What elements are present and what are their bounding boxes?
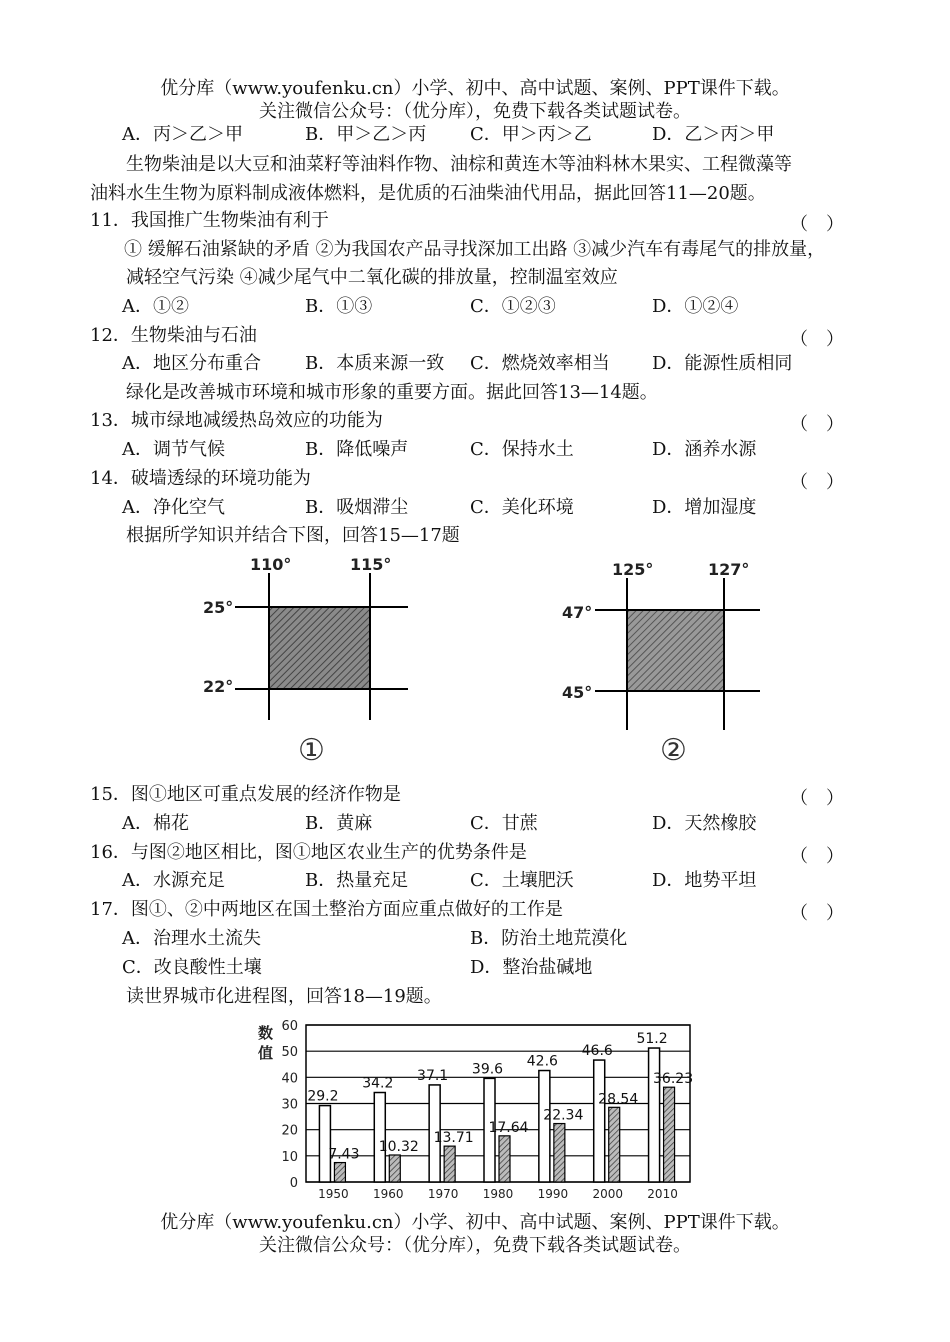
q13-option-b: B．降低噪声	[305, 439, 409, 460]
map-2-lat-top: 47°	[562, 603, 593, 622]
q15-option-d: D．天然橡胶	[652, 813, 757, 834]
chart-data-label-series2: 17.64	[488, 1119, 529, 1136]
chart-bar-series1	[374, 1093, 385, 1182]
map-2-lat-bottom: 45°	[562, 683, 593, 702]
q17-option-c: C．改良酸性土壤	[122, 957, 262, 978]
urbanization-chart	[240, 1010, 700, 1242]
chart-data-label-series1: 51.2	[636, 1031, 668, 1048]
q16-stem: 16．与图②地区相比，图①地区农业生产的优势条件是	[90, 842, 527, 863]
q13-stem: 13．城市绿地减缓热岛效应的功能为	[90, 410, 383, 431]
chart-data-label-series1: 46.6	[581, 1043, 613, 1060]
map-1-lat-top: 25°	[203, 598, 234, 617]
chart-data-label-series2: 13.71	[433, 1130, 474, 1147]
footer-line-1: 优分库（www.youfenku.cn）小学、初中、高中试题、案例、PPT课件下载。	[160, 1212, 790, 1233]
chart-ytick-label: 50	[281, 1045, 298, 1061]
chart-xtick-label: 1950	[318, 1187, 349, 1201]
map-2-region	[627, 610, 724, 691]
map-2-lon-left: 125°	[612, 560, 654, 579]
chart-bar-series2	[664, 1087, 675, 1182]
q11-paren: （ ）	[790, 214, 844, 235]
chart-xtick-label: 1970	[427, 1187, 459, 1201]
chart-data-label-series1: 37.1	[417, 1067, 449, 1084]
q11-statement-1: ① 缓解石油紧缺的矛盾 ②为我国农产品寻找深加工出路 ③减少汽车有毒尾气的排放量，	[124, 239, 826, 260]
chart-data-label-series1: 29.2	[307, 1088, 339, 1105]
q17-stem: 17．图①、②中两地区在国土整治方面应重点做好的工作是	[90, 899, 563, 920]
q15-stem: 15．图①地区可重点发展的经济作物是	[90, 784, 401, 805]
chart-bar-series2	[334, 1163, 345, 1182]
q10-option-b: B．甲＞乙＞丙	[305, 124, 427, 145]
map-1-region	[269, 607, 370, 689]
q12-option-d: D．能源性质相同	[652, 353, 793, 374]
q11-stem: 11．我国推广生物柴油有利于	[90, 210, 329, 231]
header-line-1: 优分库（www.youfenku.cn）小学、初中、高中试题、案例、PPT课件下载。	[160, 78, 790, 99]
passage1-line1: 生物柴油是以大豆和油菜籽等油料作物、油棕和黄连木等油料林木果实、工程微藻等	[126, 154, 792, 175]
chart-bar-series1	[539, 1071, 550, 1182]
chart-data-label-series2: 7.43	[328, 1146, 360, 1163]
q10-option-a: A．丙＞乙＞甲	[122, 124, 243, 145]
chart-data-label-series2: 10.32	[378, 1138, 419, 1155]
q11-option-c: C．①②③	[470, 296, 556, 317]
q17-option-d: D．整治盐碱地	[470, 957, 593, 978]
chart-data-label-series1: 42.6	[526, 1053, 558, 1070]
chart-bar-series2	[609, 1107, 620, 1182]
q10-option-c: C．甲＞丙＞乙	[470, 124, 592, 145]
q10-option-d: D．乙＞丙＞甲	[652, 124, 775, 145]
q11-statement-2: 减轻空气污染 ④减少尾气中二氧化碳的排放量，控制温室效应	[126, 267, 618, 288]
q17-paren: （ ）	[790, 903, 844, 924]
chart-ylabel-2: 值	[258, 1044, 274, 1062]
footer-line-2: 关注微信公众号：（优分库），免费下载各类试题试卷。	[259, 1235, 691, 1256]
chart-bar-series1	[649, 1048, 660, 1182]
chart-bar-series1	[594, 1060, 605, 1182]
chart-bar-series2	[389, 1155, 400, 1182]
q17-option-a: A．治理水土流失	[122, 928, 261, 949]
q16-option-c: C．土壤肥沃	[470, 870, 574, 891]
passage3: 根据所学知识并结合下图，回答15—17题	[126, 525, 460, 546]
q16-paren: （ ）	[790, 846, 844, 867]
q14-paren: （ ）	[790, 472, 844, 493]
chart-ytick-label: 10	[281, 1149, 298, 1165]
q15-option-b: B．黄麻	[305, 813, 373, 834]
q14-option-c: C．美化环境	[470, 497, 574, 518]
chart-xtick-label: 2000	[592, 1187, 623, 1201]
q13-option-d: D．涵养水源	[652, 439, 757, 460]
chart-ytick-label: 30	[281, 1097, 298, 1113]
q15-option-c: C．甘蔗	[470, 813, 538, 834]
map-1-lat-bottom: 22°	[203, 677, 234, 696]
map-1-lon-right: 115°	[350, 555, 392, 574]
q12-option-a: A．地区分布重合	[122, 353, 261, 374]
chart-xtick-label: 1990	[537, 1187, 569, 1201]
q12-option-b: B．本质来源一致	[305, 353, 445, 374]
q14-option-b: B．吸烟滞尘	[305, 497, 409, 518]
q16-option-d: D．地势平坦	[652, 870, 757, 891]
passage1-line2: 油料水生生物为原料制成液体燃料，是优质的石油柴油代用品，据此回答11—20题。	[90, 183, 766, 204]
chart-data-label-series2: 28.54	[598, 1091, 639, 1108]
map-1-lon-left: 110°	[250, 555, 292, 574]
q16-option-b: B．热量充足	[305, 870, 409, 891]
q15-option-a: A．棉花	[122, 813, 189, 834]
chart-xtick-label: 2010	[647, 1187, 678, 1201]
chart-xtick-label: 1980	[482, 1187, 514, 1201]
chart-bar-series1	[319, 1106, 330, 1182]
chart-ytick-label: 40	[281, 1071, 298, 1087]
q11-option-b: B．①③	[305, 296, 373, 317]
chart-data-label-series1: 39.6	[471, 1061, 504, 1078]
passage4: 读世界城市化进程图，回答18—19题。	[126, 986, 442, 1007]
q13-paren: （ ）	[790, 414, 844, 435]
q12-stem: 12．生物柴油与石油	[90, 325, 257, 346]
chart-ylabel-1: 数	[258, 1024, 274, 1042]
q14-option-a: A．净化空气	[122, 497, 225, 518]
q16-option-a: A．水源充足	[122, 870, 225, 891]
header-line-2: 关注微信公众号：（优分库），免费下载各类试题试卷。	[259, 101, 691, 122]
q12-option-c: C．燃烧效率相当	[470, 353, 610, 374]
q15-paren: （ ）	[790, 788, 844, 809]
chart-ytick-label: 60	[281, 1019, 298, 1034]
chart-ytick-label: 0	[289, 1176, 298, 1191]
chart-bar-series2	[554, 1124, 565, 1182]
chart-bar-series2	[444, 1146, 455, 1182]
q11-option-a: A．①②	[122, 296, 189, 317]
map-2-label: ②	[660, 733, 687, 768]
q13-option-a: A．调节气候	[122, 439, 225, 460]
q17-option-b: B．防治土地荒漠化	[470, 928, 628, 949]
chart-bar-series2	[499, 1136, 510, 1182]
map-2-lon-right: 127°	[708, 560, 750, 579]
chart-xtick-label: 1960	[373, 1187, 404, 1201]
q12-paren: （ ）	[790, 329, 844, 350]
passage2: 绿化是改善城市环境和城市形象的重要方面。据此回答13—14题。	[126, 382, 658, 403]
q14-stem: 14．破墙透绿的环境功能为	[90, 468, 311, 489]
chart-ytick-label: 20	[281, 1123, 298, 1139]
chart-data-label-series2: 36.23	[653, 1071, 694, 1088]
map-1-label: ①	[298, 733, 325, 768]
q11-option-d: D．①②④	[652, 296, 739, 317]
chart-data-label-series1: 34.2	[362, 1075, 394, 1092]
chart-data-label-series2: 22.34	[543, 1107, 584, 1124]
q14-option-d: D．增加湿度	[652, 497, 757, 518]
q13-option-c: C．保持水土	[470, 439, 574, 460]
